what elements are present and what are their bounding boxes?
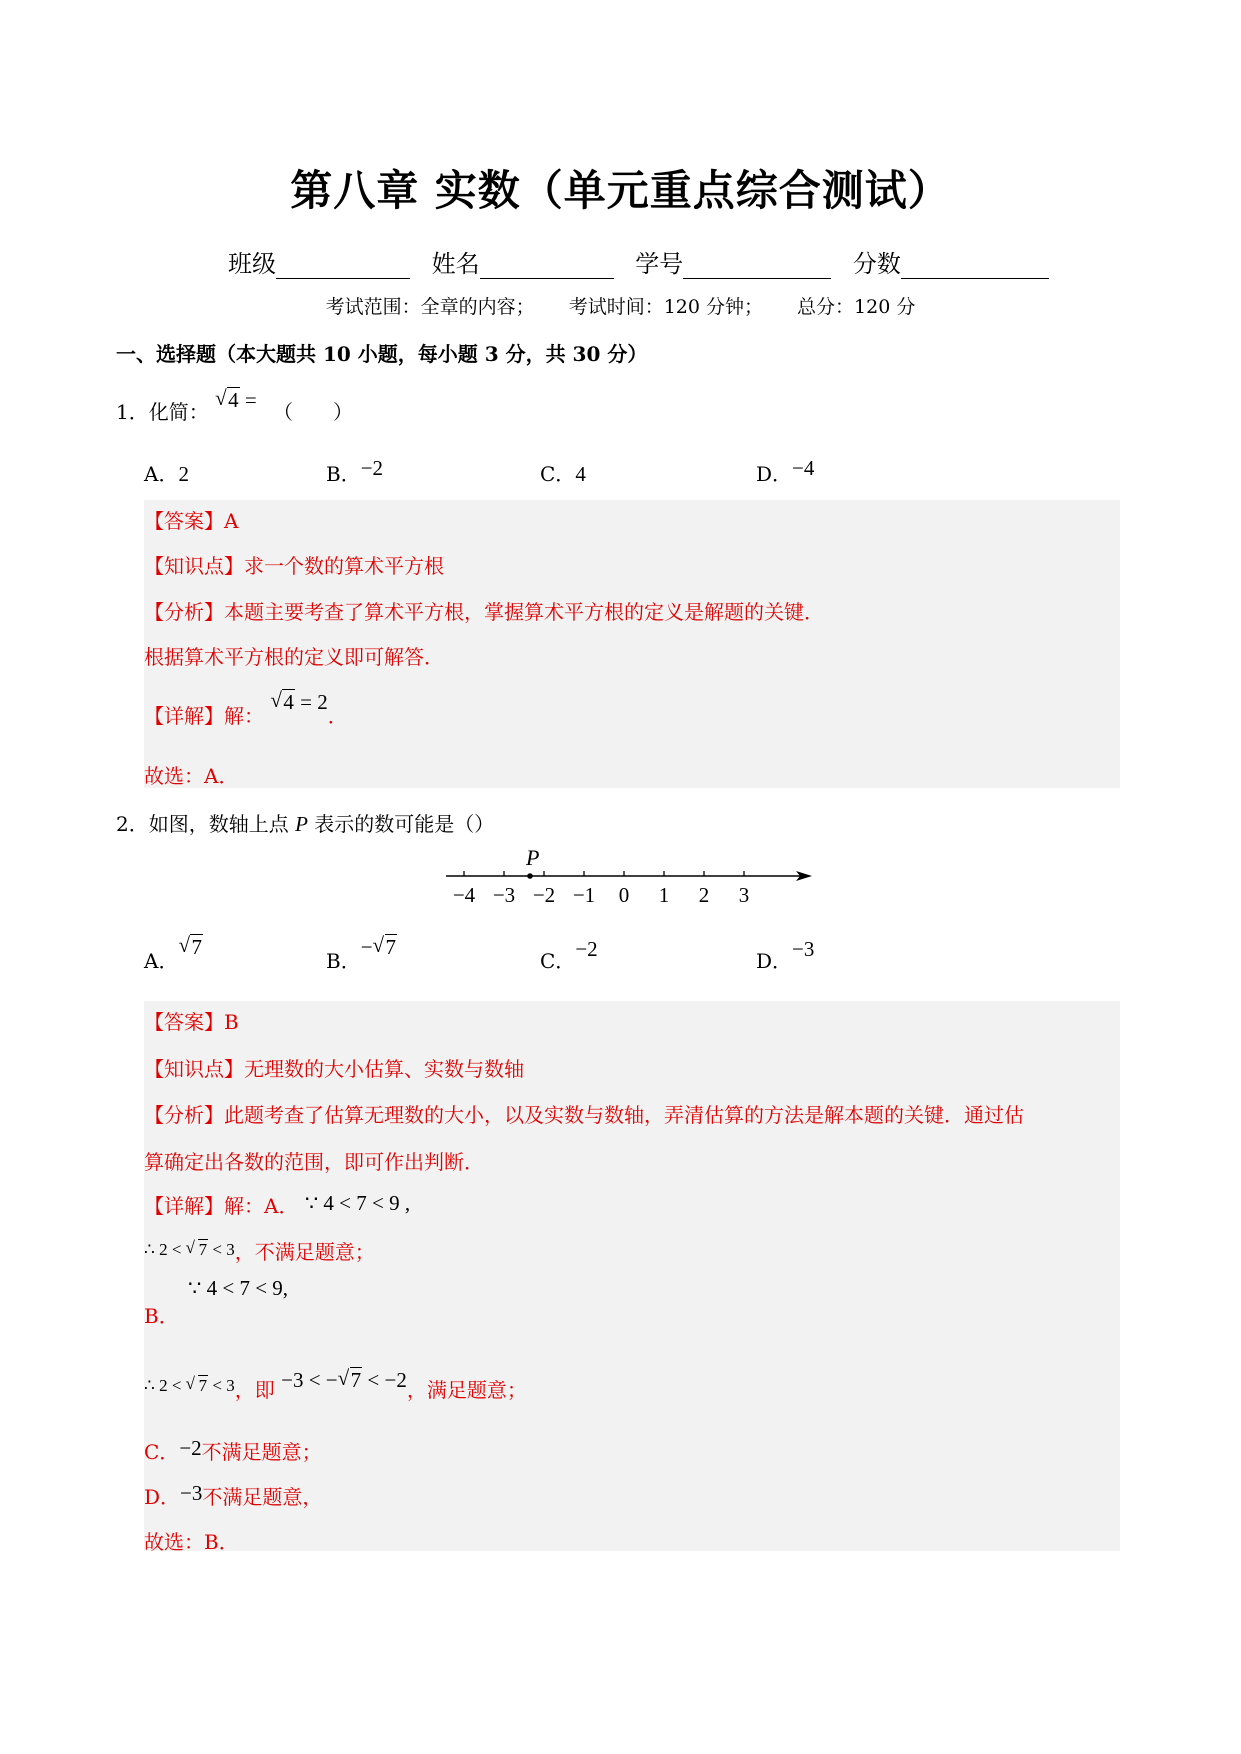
inequality-expression: ∴ 2 < √ 7 < 3 (144, 1240, 235, 1259)
exam-total: 总分：120 分 (797, 296, 916, 318)
sqrt-symbol: √ 7 (373, 935, 398, 960)
question-stem: 化简： (148, 400, 209, 424)
student-id-field-label: 学号 (635, 250, 684, 278)
name-field[interactable] (432, 250, 614, 278)
question-1 (116, 388, 354, 425)
inequality-expression: ∴ 2 < √ 7 < 3 (144, 1376, 235, 1395)
number-line-tick-label: −3 (492, 883, 516, 907)
student-id-blank[interactable] (683, 256, 831, 279)
q2-option-a[interactable]: A．√ 7 (144, 945, 203, 974)
name-blank[interactable] (480, 256, 614, 279)
inequality-expression: −3 < −√ 7 < −2 (281, 1368, 407, 1392)
number-line-tick-label: −1 (572, 883, 596, 907)
student-info-fields (228, 244, 1063, 279)
q1-detail-expression: √ 4 = 2 (270, 690, 327, 714)
answer-parentheses: （ ） (273, 400, 354, 424)
question-expression: √ 4 = (215, 388, 257, 412)
q2-detail-d: D．−3不满足题意， (144, 1481, 323, 1509)
number-line-figure (440, 844, 820, 912)
point-p-marker (527, 873, 533, 879)
q1-answer: 【答案】A (144, 509, 239, 533)
number-line-tick-label: 1 (658, 883, 670, 907)
q1-analysis: 【分析】本题主要考查了算术平方根，掌握算术平方根的定义是解题的关键． (144, 600, 824, 624)
q2-option-c[interactable]: C．−2 (540, 937, 598, 973)
q2-analysis: 【分析】此题考查了估算无理数的大小，以及实数与数轴，弄清估算的方法是解本题的关键．通过估 (144, 1103, 1024, 1127)
sqrt-symbol: √ 4 (215, 388, 240, 413)
q2-detail-a-result: $^{\therefore 2 < √ 7 < 3}$，不满足题意； (144, 1236, 375, 1265)
q2-option-d[interactable]: D．−3 (756, 937, 815, 973)
q2-detail-c: C．−2不满足题意； (144, 1436, 322, 1464)
q1-analysis-cont: 根据算术平方根的定义即可解答． (144, 645, 444, 669)
number-line-tick-label: −4 (452, 883, 476, 907)
sqrt-symbol: √ 7 (338, 1368, 363, 1393)
number-line-tick-label: 3 (738, 883, 750, 907)
q2-conclusion: 故选：B． (144, 1530, 239, 1554)
exam-scope: 考试范围：全章的内容； (325, 296, 535, 318)
number-line-tick-label: 0 (618, 883, 630, 907)
q1-knowledge: 【知识点】求一个数的算术平方根 (144, 554, 444, 578)
section-heading: 一、选择题（本大题共 10 小题，每小题 3 分，共 30 分） (116, 342, 648, 366)
score-field-label: 分数 (852, 250, 901, 278)
sqrt-symbol: √ 4 (270, 690, 295, 715)
student-id-field[interactable] (635, 250, 831, 278)
name-field-label: 姓名 (431, 250, 480, 278)
question-number: 2． (116, 812, 149, 836)
q1-conclusion: 故选：A． (144, 764, 239, 788)
class-field[interactable] (228, 250, 410, 278)
document-title: 第八章 实数（单元重点综合测试） (290, 166, 951, 215)
q1-detail: 【详解】解： √ 4 = 2． (144, 700, 348, 729)
class-blank[interactable] (276, 256, 410, 279)
q2-solution-box (144, 1001, 1120, 1551)
point-p-label: P (526, 845, 540, 870)
q2-detail-b-result: $^{\therefore 2 < √ 7 < 3}$，即 −3 < −√ 7 < −2，满足题意； (144, 1374, 527, 1403)
q2-detail-a: 【详解】解：A． ∵ 4 < 7 < 9 , (144, 1191, 411, 1218)
exam-time: 考试时间：120 分钟； (568, 296, 763, 318)
q2-detail-b-label: B． (144, 1304, 179, 1328)
number-line-tick-label: −2 (532, 883, 556, 907)
q2-detail-b-premise: ∵ 4 < 7 < 9, (188, 1276, 289, 1300)
q2-knowledge: 【知识点】无理数的大小估算、实数与数轴 (144, 1057, 524, 1081)
question-2: 2．如图，数轴上点 P 表示的数可能是（） (116, 812, 495, 836)
q1-option-a[interactable]: A．2 (144, 462, 189, 486)
q1-option-c[interactable]: C．4 (540, 462, 586, 486)
score-blank[interactable] (901, 256, 1049, 279)
q2-answer: 【答案】B (144, 1010, 239, 1034)
q1-option-b[interactable]: B．−2 (326, 456, 384, 486)
sqrt-symbol: √ 7 (186, 1240, 209, 1260)
q2-analysis-cont: 算确定出各数的范围，即可作出判断． (144, 1150, 484, 1174)
class-field-label: 班级 (228, 250, 276, 278)
sqrt-symbol: √ 7 (186, 1376, 209, 1396)
exam-scope-line (0, 292, 1241, 319)
score-field[interactable] (853, 250, 1049, 278)
q1-option-d[interactable]: D．−4 (756, 456, 815, 486)
q2-option-b[interactable]: B．−√ 7 (326, 945, 397, 974)
number-line-tick-label: 2 (698, 883, 710, 907)
sqrt-symbol: √ 7 (178, 935, 203, 960)
question-number: 1． (116, 400, 149, 424)
